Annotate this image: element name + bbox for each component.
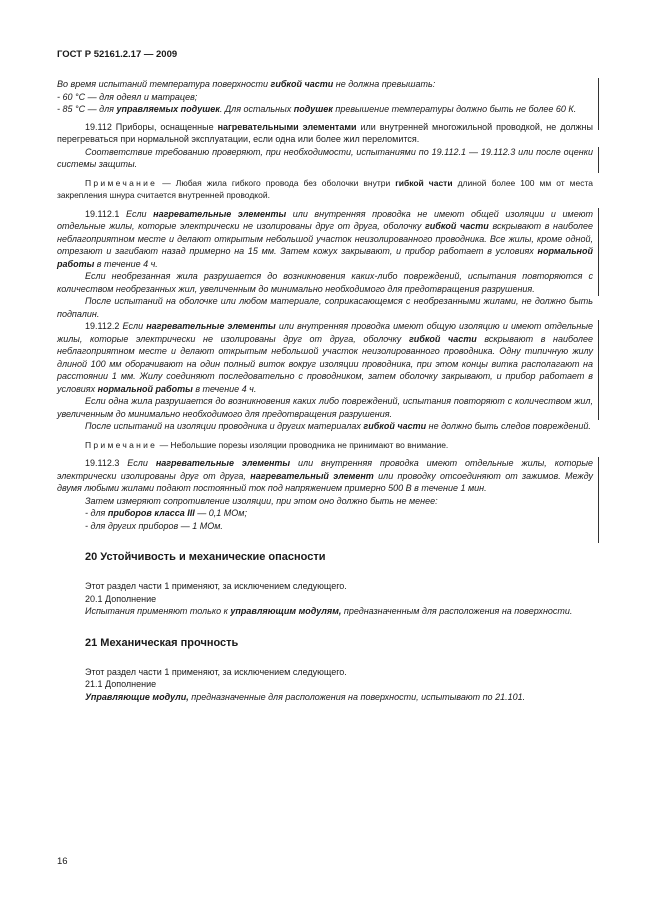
paragraph: Затем измеряют сопротивление изоляции, при этом оно должно быть не менее: <box>85 495 438 506</box>
paragraph: Этот раздел части 1 применяют, за исключением следующего. <box>85 581 347 591</box>
paragraph: После испытаний на изоляции проводника и других материалах гибкой части не должно быть следов повреждений. <box>85 421 591 431</box>
paragraph: 20.1 Дополнение <box>85 593 157 604</box>
revision-bar <box>598 78 599 130</box>
clause-19-112-2 <box>57 320 593 451</box>
revision-bar <box>598 208 599 296</box>
paragraph: 21.1 Дополнение <box>85 679 157 689</box>
paragraph: Во время испытаний температура поверхности гибкой части не должна превышать: <box>57 79 436 89</box>
paragraph: - для приборов класса III — 0,1 МОм; <box>85 508 247 518</box>
document-header: ГОСТ Р 52161.2.17 — 2009 <box>57 49 178 60</box>
paragraph: - для других приборов — 1 МОм. <box>85 520 223 531</box>
clause-19-112 <box>57 121 593 202</box>
document-body <box>57 78 593 703</box>
revision-bar <box>598 320 599 420</box>
document-page <box>57 0 593 913</box>
paragraph: Этот раздел части 1 применяют, за исключением следующего. <box>85 666 347 677</box>
paragraph: 19.112.3 Если нагревательные элементы или внутренняя проводка имеют отдельные жилы, которые электрически изолированы друг от друга, нагревательный элемент или проводку отсоединяют от зажимов. Между двумя любыми жилами подают постоянный ток под напряжением примерно 500 В в течение 1 мин. <box>57 458 593 493</box>
note: Примечание — Любая жила гибкого провода без оболочки внутри гибкой части длиной более 100 мм от места закрепления шнура считается внутренней проводкой. <box>57 177 593 200</box>
paragraph: Если необрезанная жила разрушается до возникновения каких-либо повреждений, испытания повторяются с количеством необрезанных жил, увеличенным до минимально необходимого для предотвращения разрушения. <box>57 271 593 294</box>
paragraph: Соответствие требованию проверяют, при необходимости, испытаниями по 19.112.1 — 19.112.3 или после оценки системы защиты. <box>57 146 593 169</box>
page-number: 16 <box>57 856 68 867</box>
paragraph: 19.112 Приборы, оснащенные нагревательными элементами или внутренней многожильной проводкой, не должны перегреваться при нормальной эксплуатации, если одна или более жил переломится. <box>57 121 593 144</box>
section-heading: 20 Устойчивость и механические опасности <box>85 551 326 563</box>
paragraph: 19.112.1 Если нагревательные элементы или внутренняя проводка не имеют общей изоляции и имеют отдельные жилы, которые электрически не изолированы друг от друга, оболочку гибкой части вскрывают в наиболее неблагоприятном месте и делают открытым небольшой участок неизолированного проводника. Все жилы, кроме одной, отрезают и загибают назад примерно на 15 мм. Затем кожух закрывают, и прибор работает в условиях нормальной работы в течение 4 ч. <box>57 208 593 269</box>
paragraph: - 60 °С — для одеял и матрацев; <box>57 91 198 102</box>
paragraph: - 85 °С — для управляемых подушек. Для остальных подушек превышение температуры должно быть не более 60 К. <box>57 104 577 114</box>
clause-19-112-3 <box>57 457 593 532</box>
paragraph: Если одна жила разрушается до возникновения каких либо повреждений, испытания повторяют с количеством жил, увеличенным до минимально необходимого для предотвращения разрушения. <box>57 396 593 419</box>
section-heading: 21 Механическая прочность <box>85 636 239 649</box>
note: Примечание — Небольшие порезы изоляции проводника не принимают во внимание. <box>85 439 449 450</box>
revision-bar <box>598 147 599 173</box>
paragraph: Управляющие модули, предназначенные для расположения на поверхности, испытывают по 21.101. <box>85 691 526 702</box>
paragraph: Испытания применяют только к управляющим модулям, предназначенным для расположения на поверхности. <box>85 606 573 616</box>
revision-bar <box>598 457 599 543</box>
paragraph: После испытаний на оболочке или любом материале, соприкасающемся с необрезанными жилами, не должно быть подпалин. <box>57 296 593 319</box>
temperature-limits-block <box>57 78 593 116</box>
paragraph: 19.112.2 Если нагревательные элементы или внутренняя проводка имеют общую изоляцию и имеют отдельные жилы, которые электрически не изолированы друг от друга, оболочку гибкой части вскрывают в наиболее неблагоприятном месте и делают открытым небольшой участок неизолированного проводника. Одну типичную жилу длиной 100 мм оборачивают на один полный виток вокруг изоляции проводника, при этом концы витка располагают на расстоянии 1 мм. Жилу соединяют последовательно с проводником, затем оболочку закрывают, и прибор работает в условиях нормальной работы в течение 4 ч. <box>57 321 593 394</box>
clause-19-112-1 <box>57 208 593 321</box>
